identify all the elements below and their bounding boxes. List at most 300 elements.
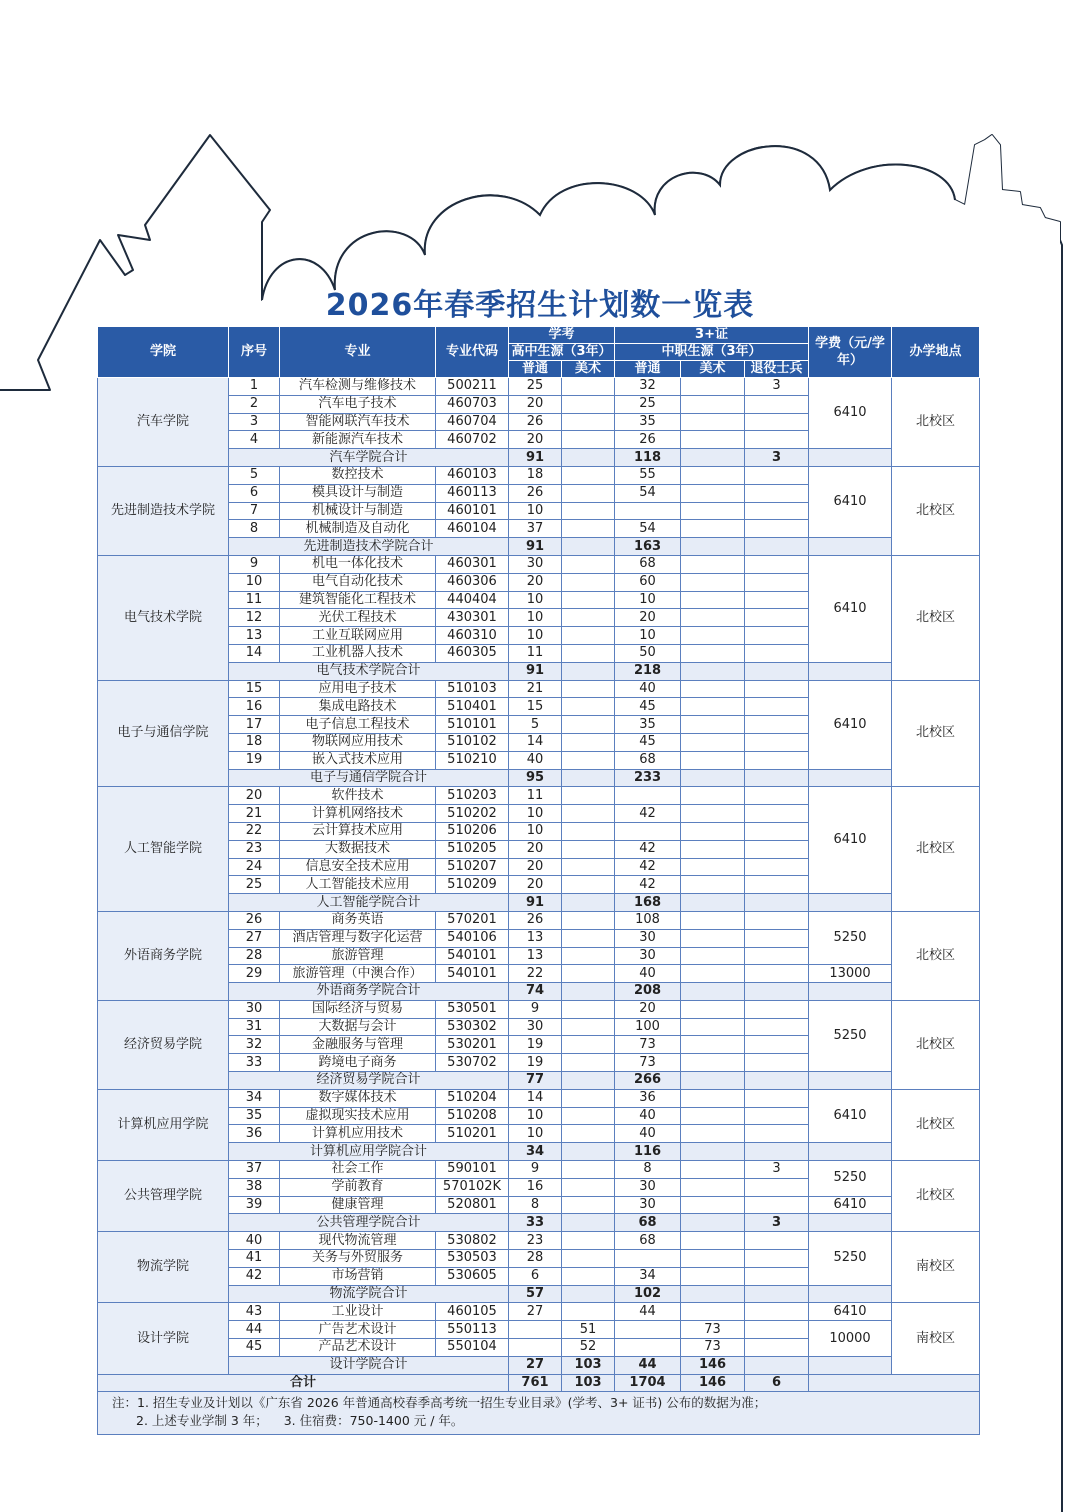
plan-count-va xyxy=(681,591,745,609)
subtotal-hp: 91 xyxy=(509,662,562,680)
subtotal-ha: 103 xyxy=(562,1356,615,1374)
subtotal-va: 146 xyxy=(681,1356,745,1374)
plan-count-va xyxy=(681,395,745,413)
total-va: 146 xyxy=(681,1374,745,1392)
plan-count-ha xyxy=(562,1267,615,1285)
plan-count-hp: 10 xyxy=(509,627,562,645)
plan-count-vp: 40 xyxy=(615,1107,681,1125)
major-name: 数控技术 xyxy=(280,466,436,484)
plan-count-va xyxy=(681,1107,745,1125)
subtotal-va xyxy=(681,983,745,1001)
plan-count-vv xyxy=(745,1018,809,1036)
major-code: 510103 xyxy=(436,680,509,698)
plan-count-va xyxy=(681,413,745,431)
plan-count-ha xyxy=(562,751,615,769)
notes-row xyxy=(98,1392,980,1435)
major-code: 510203 xyxy=(436,787,509,805)
major-name: 汽车检测与维修技术 xyxy=(280,378,436,396)
plan-count-va xyxy=(681,947,745,965)
plan-count-vv xyxy=(745,609,809,627)
subtotal-va xyxy=(681,538,745,556)
plan-count-ha xyxy=(562,466,615,484)
subtotal-vp: 44 xyxy=(615,1356,681,1374)
row-no: 29 xyxy=(229,965,280,983)
plan-count-ha xyxy=(562,911,615,929)
plan-count-hp: 26 xyxy=(509,911,562,929)
major-name: 嵌入式技术应用 xyxy=(280,751,436,769)
row-no: 37 xyxy=(229,1161,280,1179)
subtotal-label: 经济贸易学院合计 xyxy=(229,1072,509,1090)
plan-count-vp: 25 xyxy=(615,395,681,413)
major-code: 460704 xyxy=(436,413,509,431)
plan-count-vv xyxy=(745,822,809,840)
row-no: 21 xyxy=(229,805,280,823)
row-no: 42 xyxy=(229,1267,280,1285)
plan-count-va xyxy=(681,1054,745,1072)
row-no: 1 xyxy=(229,378,280,396)
subtotal-label: 先进制造技术学院合计 xyxy=(229,538,509,556)
major-name: 广告艺术设计 xyxy=(280,1321,436,1339)
enrollment-plan-table xyxy=(97,326,980,1435)
plan-count-ha xyxy=(562,680,615,698)
plan-count-va xyxy=(681,573,745,591)
subtotal-vp: 233 xyxy=(615,769,681,787)
plan-count-va xyxy=(681,822,745,840)
subtotal-label: 外语商务学院合计 xyxy=(229,983,509,1001)
notes xyxy=(98,1392,980,1435)
major-name: 建筑智能化工程技术 xyxy=(280,591,436,609)
plan-count-vp: 100 xyxy=(615,1018,681,1036)
major-code: 500211 xyxy=(436,378,509,396)
tuition-fee: 6410 xyxy=(809,555,892,662)
plan-count-ha xyxy=(562,1178,615,1196)
plan-count-ha xyxy=(562,627,615,645)
major-name: 关务与外贸服务 xyxy=(280,1250,436,1268)
major-name: 产品艺术设计 xyxy=(280,1339,436,1357)
plan-count-hp: 14 xyxy=(509,733,562,751)
table-row xyxy=(98,680,980,698)
plan-count-vv xyxy=(745,876,809,894)
plan-count-hp xyxy=(509,1339,562,1357)
plan-count-vv xyxy=(745,1321,809,1339)
table-row xyxy=(98,1321,980,1339)
subtotal-hp: 57 xyxy=(509,1285,562,1303)
tuition-fee: 6410 xyxy=(809,1089,892,1142)
subtotal-hp: 34 xyxy=(509,1143,562,1161)
plan-count-hp: 28 xyxy=(509,1250,562,1268)
total-ha: 103 xyxy=(562,1374,615,1392)
table-row xyxy=(98,1000,980,1018)
row-no: 23 xyxy=(229,840,280,858)
plan-count-vp: 30 xyxy=(615,947,681,965)
plan-count-vv xyxy=(745,395,809,413)
subtotal-label: 计算机应用学院合计 xyxy=(229,1143,509,1161)
table-header xyxy=(98,327,980,378)
plan-count-vp: 35 xyxy=(615,413,681,431)
plan-count-vp: 45 xyxy=(615,698,681,716)
plan-count-vv xyxy=(745,1000,809,1018)
plan-count-va xyxy=(681,965,745,983)
tuition-fee: 6410 xyxy=(809,378,892,449)
subtotal-hp: 27 xyxy=(509,1356,562,1374)
subtotal-va xyxy=(681,1072,745,1090)
plan-count-vp: 108 xyxy=(615,911,681,929)
college-name: 计算机应用学院 xyxy=(98,1089,229,1160)
subtotal-row xyxy=(98,1285,980,1303)
plan-count-vv xyxy=(745,805,809,823)
plan-count-va xyxy=(681,1267,745,1285)
plan-count-hp: 27 xyxy=(509,1303,562,1321)
plan-count-ha xyxy=(562,858,615,876)
subtotal-vv xyxy=(745,983,809,1001)
plan-count-vv xyxy=(745,1196,809,1214)
header-high-meishu: 美术 xyxy=(562,361,615,378)
subtotal-label: 物流学院合计 xyxy=(229,1285,509,1303)
major-code: 460702 xyxy=(436,431,509,449)
major-code: 550104 xyxy=(436,1339,509,1357)
major-name: 电子信息工程技术 xyxy=(280,716,436,734)
row-no: 22 xyxy=(229,822,280,840)
plan-count-va xyxy=(681,716,745,734)
plan-count-hp: 9 xyxy=(509,1000,562,1018)
table-row xyxy=(98,1303,980,1321)
campus: 北校区 xyxy=(892,787,980,912)
plan-count-vp xyxy=(615,1250,681,1268)
plan-count-vv: 3 xyxy=(745,1161,809,1179)
plan-count-va xyxy=(681,805,745,823)
plan-count-vv xyxy=(745,787,809,805)
plan-count-hp: 13 xyxy=(509,929,562,947)
plan-count-va xyxy=(681,1036,745,1054)
row-no: 25 xyxy=(229,876,280,894)
major-code: 540101 xyxy=(436,947,509,965)
tuition-fee: 5250 xyxy=(809,911,892,964)
header-high-putong: 普通 xyxy=(509,361,562,378)
plan-count-vp xyxy=(615,822,681,840)
plan-count-hp: 6 xyxy=(509,1267,562,1285)
major-name: 工业设计 xyxy=(280,1303,436,1321)
plan-count-vv xyxy=(745,911,809,929)
major-code: 440404 xyxy=(436,591,509,609)
subtotal-vp: 208 xyxy=(615,983,681,1001)
major-name: 模具设计与制造 xyxy=(280,484,436,502)
plan-count-vv xyxy=(745,751,809,769)
major-code: 530201 xyxy=(436,1036,509,1054)
major-name: 旅游管理（中澳合作） xyxy=(280,965,436,983)
header-veteran: 退役士兵 xyxy=(745,361,809,378)
major-name: 新能源汽车技术 xyxy=(280,431,436,449)
plan-count-ha xyxy=(562,1000,615,1018)
subtotal-label: 设计学院合计 xyxy=(229,1356,509,1374)
header-campus: 办学地点 xyxy=(892,327,980,378)
major-code: 550113 xyxy=(436,1321,509,1339)
header-xuekao: 学考 xyxy=(509,327,615,344)
plan-count-hp: 10 xyxy=(509,1125,562,1143)
row-no: 10 xyxy=(229,573,280,591)
subtotal-label: 汽车学院合计 xyxy=(229,449,509,467)
major-name: 智能网联汽车技术 xyxy=(280,413,436,431)
subtotal-vv: 3 xyxy=(745,449,809,467)
row-no: 3 xyxy=(229,413,280,431)
subtotal-hp: 91 xyxy=(509,538,562,556)
subtotal-vv: 3 xyxy=(745,1214,809,1232)
major-name: 跨境电子商务 xyxy=(280,1054,436,1072)
total-vp: 1704 xyxy=(615,1374,681,1392)
plan-count-hp: 26 xyxy=(509,413,562,431)
plan-count-hp: 19 xyxy=(509,1054,562,1072)
plan-count-vv xyxy=(745,840,809,858)
row-no: 32 xyxy=(229,1036,280,1054)
plan-count-vv xyxy=(745,591,809,609)
note-line: 2. 上述专业学制 3 年； 3. 住宿费：750-1400 元 / 年。 xyxy=(136,1413,464,1429)
total-vv: 6 xyxy=(745,1374,809,1392)
plan-count-vp: 68 xyxy=(615,1232,681,1250)
tuition-fee: 5250 xyxy=(809,1000,892,1071)
plan-count-vp: 30 xyxy=(615,1196,681,1214)
plan-count-va xyxy=(681,1303,745,1321)
campus: 北校区 xyxy=(892,911,980,1000)
campus: 北校区 xyxy=(892,555,980,680)
subtotal-fee-blank xyxy=(809,1356,892,1374)
subtotal-fee-blank xyxy=(809,769,892,787)
plan-count-vv xyxy=(745,929,809,947)
major-name: 机电一体化技术 xyxy=(280,555,436,573)
subtotal-label: 电子与通信学院合计 xyxy=(229,769,509,787)
major-code: 510206 xyxy=(436,822,509,840)
plan-count-vp: 30 xyxy=(615,929,681,947)
plan-count-va xyxy=(681,1250,745,1268)
plan-count-hp: 20 xyxy=(509,858,562,876)
row-no: 27 xyxy=(229,929,280,947)
plan-count-hp: 22 xyxy=(509,965,562,983)
major-code: 460105 xyxy=(436,1303,509,1321)
plan-count-vp xyxy=(615,1321,681,1339)
plan-count-ha xyxy=(562,965,615,983)
major-code: 460104 xyxy=(436,520,509,538)
plan-count-hp: 20 xyxy=(509,840,562,858)
plan-count-ha xyxy=(562,413,615,431)
subtotal-hp: 33 xyxy=(509,1214,562,1232)
row-no: 38 xyxy=(229,1178,280,1196)
plan-count-vv xyxy=(745,716,809,734)
plan-count-va xyxy=(681,840,745,858)
subtotal-row xyxy=(98,538,980,556)
subtotal-vp: 102 xyxy=(615,1285,681,1303)
table-body xyxy=(98,378,980,1435)
major-name: 物联网应用技术 xyxy=(280,733,436,751)
plan-count-ha xyxy=(562,716,615,734)
plan-count-hp: 5 xyxy=(509,716,562,734)
subtotal-ha xyxy=(562,1072,615,1090)
plan-count-vv xyxy=(745,733,809,751)
row-no: 34 xyxy=(229,1089,280,1107)
subtotal-fee-blank xyxy=(809,1214,892,1232)
major-name: 商务英语 xyxy=(280,911,436,929)
plan-count-vp xyxy=(615,1339,681,1357)
plan-count-vv xyxy=(745,644,809,662)
table-row xyxy=(98,1161,980,1179)
tuition-fee: 10000 xyxy=(809,1321,892,1357)
plan-count-ha xyxy=(562,947,615,965)
table-row xyxy=(98,378,980,396)
header-vocational-source: 中职生源（3年） xyxy=(615,344,809,361)
major-code: 530503 xyxy=(436,1250,509,1268)
plan-count-ha xyxy=(562,1089,615,1107)
subtotal-fee-blank xyxy=(809,662,892,680)
plan-count-hp: 10 xyxy=(509,502,562,520)
plan-count-hp: 19 xyxy=(509,1036,562,1054)
plan-count-hp: 14 xyxy=(509,1089,562,1107)
row-no: 12 xyxy=(229,609,280,627)
plan-count-hp: 23 xyxy=(509,1232,562,1250)
plan-count-hp: 13 xyxy=(509,947,562,965)
subtotal-vv xyxy=(745,894,809,912)
major-code: 460103 xyxy=(436,466,509,484)
subtotal-fee-blank xyxy=(809,983,892,1001)
subtotal-row xyxy=(98,449,980,467)
major-code: 520801 xyxy=(436,1196,509,1214)
major-name: 光伏工程技术 xyxy=(280,609,436,627)
major-name: 集成电路技术 xyxy=(280,698,436,716)
row-no: 7 xyxy=(229,502,280,520)
major-name: 数字媒体技术 xyxy=(280,1089,436,1107)
campus: 南校区 xyxy=(892,1303,980,1374)
total-blank xyxy=(809,1374,980,1392)
major-name: 工业互联网应用 xyxy=(280,627,436,645)
row-no: 26 xyxy=(229,911,280,929)
plan-count-va xyxy=(681,431,745,449)
plan-count-hp: 30 xyxy=(509,555,562,573)
header-3plus: 3+证 xyxy=(615,327,809,344)
plan-count-vp: 42 xyxy=(615,805,681,823)
subtotal-vv xyxy=(745,1143,809,1161)
plan-count-hp: 20 xyxy=(509,876,562,894)
table-row xyxy=(98,1089,980,1107)
major-name: 应用电子技术 xyxy=(280,680,436,698)
plan-count-vp: 36 xyxy=(615,1089,681,1107)
table-row xyxy=(98,1196,980,1214)
campus: 南校区 xyxy=(892,1232,980,1303)
table-row xyxy=(98,787,980,805)
subtotal-vv xyxy=(745,1285,809,1303)
subtotal-vp: 68 xyxy=(615,1214,681,1232)
plan-count-hp: 25 xyxy=(509,378,562,396)
subtotal-va xyxy=(681,894,745,912)
subtotal-vv xyxy=(745,538,809,556)
plan-count-ha xyxy=(562,591,615,609)
plan-count-va xyxy=(681,1018,745,1036)
subtotal-hp: 91 xyxy=(509,894,562,912)
college-name: 经济贸易学院 xyxy=(98,1000,229,1089)
plan-count-va xyxy=(681,1125,745,1143)
plan-count-vv xyxy=(745,431,809,449)
plan-count-vp: 55 xyxy=(615,466,681,484)
subtotal-hp: 95 xyxy=(509,769,562,787)
row-no: 41 xyxy=(229,1250,280,1268)
major-code: 460310 xyxy=(436,627,509,645)
major-name: 机械设计与制造 xyxy=(280,502,436,520)
major-code: 510202 xyxy=(436,805,509,823)
plan-count-va xyxy=(681,555,745,573)
plan-count-hp: 20 xyxy=(509,395,562,413)
plan-count-vv xyxy=(745,627,809,645)
plan-count-vp: 20 xyxy=(615,609,681,627)
major-name: 云计算技术应用 xyxy=(280,822,436,840)
subtotal-ha xyxy=(562,1285,615,1303)
major-name: 现代物流管理 xyxy=(280,1232,436,1250)
plan-count-ha xyxy=(562,644,615,662)
plan-count-hp: 40 xyxy=(509,751,562,769)
plan-count-ha xyxy=(562,1232,615,1250)
plan-count-vp xyxy=(615,502,681,520)
total-row xyxy=(98,1374,980,1392)
major-code: 530501 xyxy=(436,1000,509,1018)
plan-count-vv xyxy=(745,413,809,431)
major-code: 460113 xyxy=(436,484,509,502)
college-name: 汽车学院 xyxy=(98,378,229,467)
plan-count-vv xyxy=(745,502,809,520)
plan-count-va xyxy=(681,502,745,520)
subtotal-vv xyxy=(745,769,809,787)
subtotal-va xyxy=(681,1214,745,1232)
campus: 北校区 xyxy=(892,1161,980,1232)
subtotal-vv xyxy=(745,1356,809,1374)
college-name: 设计学院 xyxy=(98,1303,229,1374)
row-no: 33 xyxy=(229,1054,280,1072)
subtotal-row xyxy=(98,769,980,787)
plan-count-vp: 30 xyxy=(615,1178,681,1196)
plan-count-vv xyxy=(745,484,809,502)
plan-count-vp: 40 xyxy=(615,1125,681,1143)
row-no: 5 xyxy=(229,466,280,484)
college-name: 电子与通信学院 xyxy=(98,680,229,787)
plan-count-ha xyxy=(562,573,615,591)
header-major: 专业 xyxy=(280,327,436,378)
header-no: 序号 xyxy=(229,327,280,378)
subtotal-fee-blank xyxy=(809,1285,892,1303)
header-voc-putong: 普通 xyxy=(615,361,681,378)
subtotal-vp: 163 xyxy=(615,538,681,556)
subtotal-hp: 77 xyxy=(509,1072,562,1090)
major-code: 540101 xyxy=(436,965,509,983)
subtotal-va xyxy=(681,1285,745,1303)
major-code: 460305 xyxy=(436,644,509,662)
plan-count-va xyxy=(681,787,745,805)
plan-count-va xyxy=(681,1000,745,1018)
plan-count-vv xyxy=(745,1250,809,1268)
note-line: 注：1. 招生专业及计划以《广东省 2026 年普通高校春季高考统一招生专业目录》(学考、3+ 证书) 公布的数据为准； xyxy=(112,1395,767,1411)
subtotal-fee-blank xyxy=(809,894,892,912)
major-name: 旅游管理 xyxy=(280,947,436,965)
row-no: 16 xyxy=(229,698,280,716)
plan-count-va xyxy=(681,1178,745,1196)
subtotal-row xyxy=(98,1072,980,1090)
subtotal-vp: 116 xyxy=(615,1143,681,1161)
row-no: 8 xyxy=(229,520,280,538)
plan-count-hp: 21 xyxy=(509,680,562,698)
major-name: 市场营销 xyxy=(280,1267,436,1285)
subtotal-vv xyxy=(745,1072,809,1090)
plan-count-ha xyxy=(562,395,615,413)
total-hp: 761 xyxy=(509,1374,562,1392)
plan-count-vp: 54 xyxy=(615,520,681,538)
row-no: 43 xyxy=(229,1303,280,1321)
subtotal-row xyxy=(98,1214,980,1232)
plan-count-vp: 73 xyxy=(615,1036,681,1054)
plan-count-vv xyxy=(745,680,809,698)
plan-count-vp: 32 xyxy=(615,378,681,396)
major-name: 酒店管理与数字化运营 xyxy=(280,929,436,947)
